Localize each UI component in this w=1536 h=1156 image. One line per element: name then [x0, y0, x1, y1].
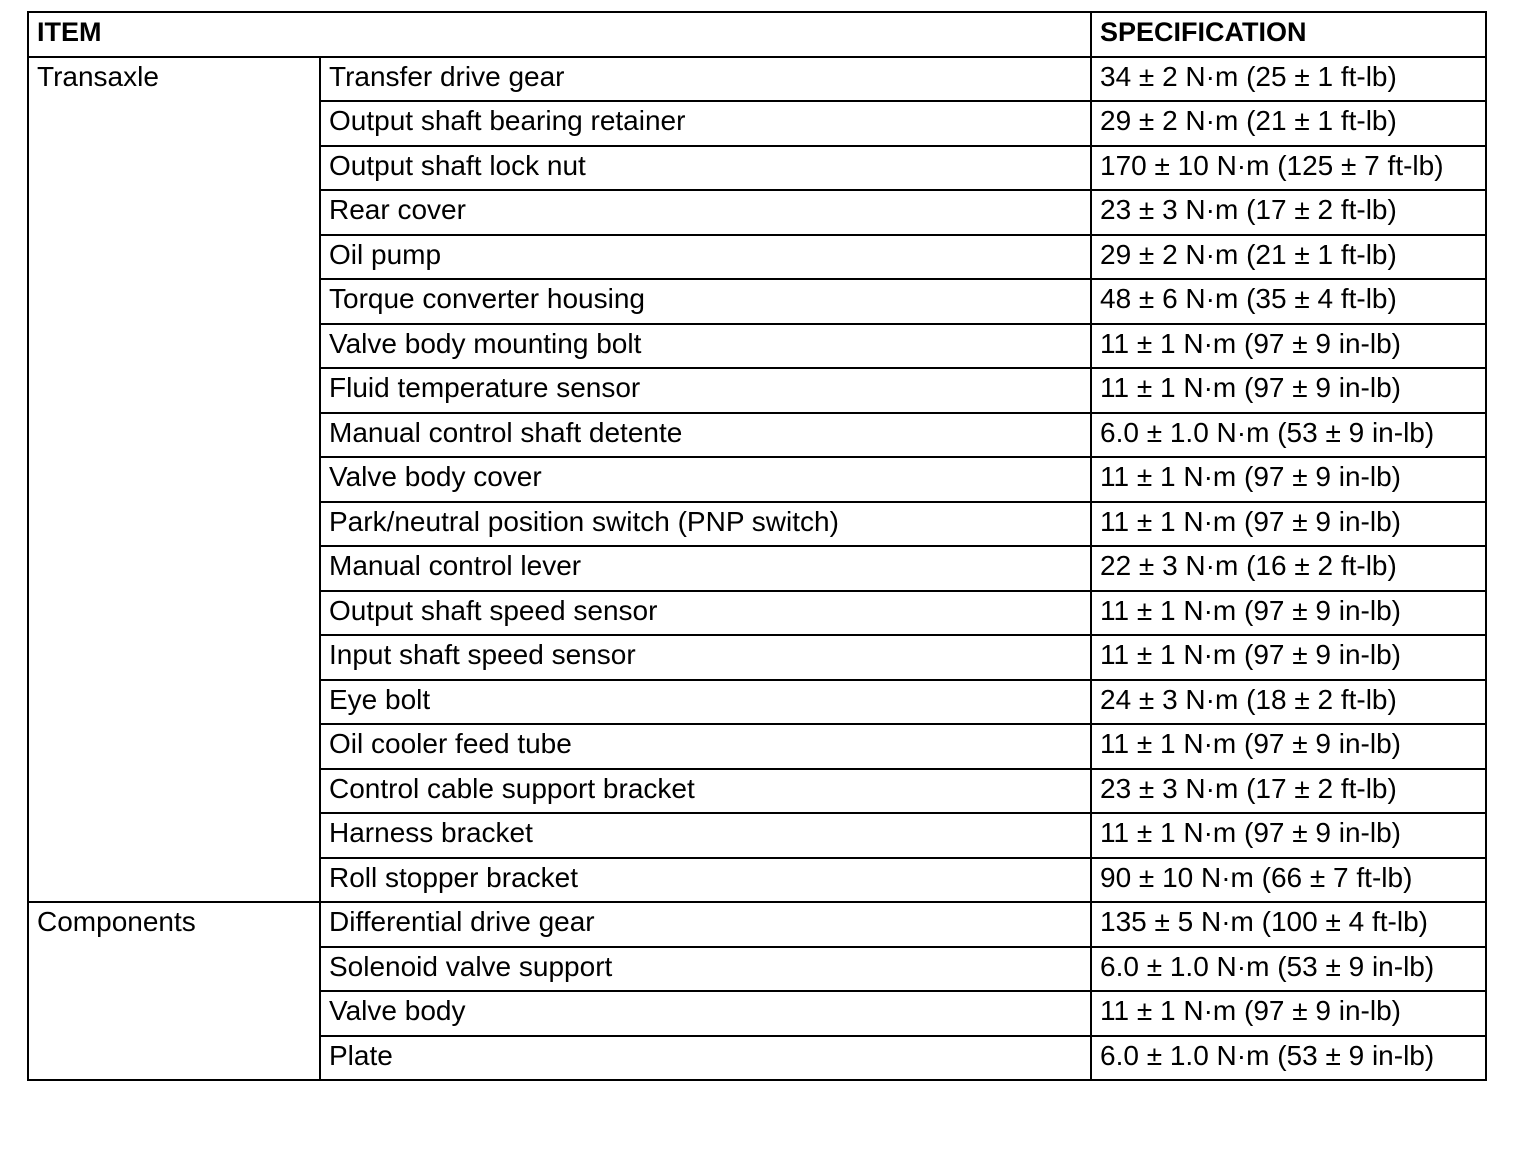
item-cell: Output shaft lock nut	[320, 146, 1091, 191]
specification-cell: 22 ± 3 N·m (16 ± 2 ft-lb)	[1091, 546, 1486, 591]
specification-cell: 6.0 ± 1.0 N·m (53 ± 9 in-lb)	[1091, 413, 1486, 458]
specification-cell: 6.0 ± 1.0 N·m (53 ± 9 in-lb)	[1091, 947, 1486, 992]
table-row	[28, 57, 1486, 102]
specification-column-header: SPECIFICATION	[1091, 12, 1486, 57]
item-cell: Differential drive gear	[320, 902, 1091, 947]
specification-cell: 29 ± 2 N·m (21 ± 1 ft-lb)	[1091, 101, 1486, 146]
item-cell: Roll stopper bracket	[320, 858, 1091, 903]
item-cell: Rear cover	[320, 190, 1091, 235]
specification-cell: 11 ± 1 N·m (97 ± 9 in-lb)	[1091, 635, 1486, 680]
specification-cell: 34 ± 2 N·m (25 ± 1 ft-lb)	[1091, 57, 1486, 102]
item-cell: Valve body mounting bolt	[320, 324, 1091, 369]
item-cell: Manual control shaft detente	[320, 413, 1091, 458]
item-cell: Transfer drive gear	[320, 57, 1091, 102]
item-cell: Eye bolt	[320, 680, 1091, 725]
specification-cell: 11 ± 1 N·m (97 ± 9 in-lb)	[1091, 591, 1486, 636]
specification-cell: 11 ± 1 N·m (97 ± 9 in-lb)	[1091, 502, 1486, 547]
specification-cell: 90 ± 10 N·m (66 ± 7 ft-lb)	[1091, 858, 1486, 903]
specification-cell: 24 ± 3 N·m (18 ± 2 ft-lb)	[1091, 680, 1486, 725]
specification-cell: 11 ± 1 N·m (97 ± 9 in-lb)	[1091, 457, 1486, 502]
group-label-components: Components	[28, 902, 320, 1080]
group-label-transaxle: Transaxle	[28, 57, 320, 903]
specification-cell: 11 ± 1 N·m (97 ± 9 in-lb)	[1091, 324, 1486, 369]
item-cell: Oil cooler feed tube	[320, 724, 1091, 769]
header-row	[28, 12, 1486, 57]
item-cell: Harness bracket	[320, 813, 1091, 858]
item-cell: Park/neutral position switch (PNP switch)	[320, 502, 1091, 547]
item-cell: Solenoid valve support	[320, 947, 1091, 992]
item-cell: Torque converter housing	[320, 279, 1091, 324]
item-cell: Valve body cover	[320, 457, 1091, 502]
specification-cell: 48 ± 6 N·m (35 ± 4 ft-lb)	[1091, 279, 1486, 324]
item-cell: Control cable support bracket	[320, 769, 1091, 814]
specification-cell: 11 ± 1 N·m (97 ± 9 in-lb)	[1091, 991, 1486, 1036]
specification-cell: 23 ± 3 N·m (17 ± 2 ft-lb)	[1091, 769, 1486, 814]
specification-cell: 29 ± 2 N·m (21 ± 1 ft-lb)	[1091, 235, 1486, 280]
specification-cell: 135 ± 5 N·m (100 ± 4 ft-lb)	[1091, 902, 1486, 947]
item-cell: Oil pump	[320, 235, 1091, 280]
specification-cell: 170 ± 10 N·m (125 ± 7 ft-lb)	[1091, 146, 1486, 191]
specification-cell: 6.0 ± 1.0 N·m (53 ± 9 in-lb)	[1091, 1036, 1486, 1081]
item-cell: Plate	[320, 1036, 1091, 1081]
table-row	[28, 902, 1486, 947]
item-column-header: ITEM	[28, 12, 1091, 57]
specification-cell: 11 ± 1 N·m (97 ± 9 in-lb)	[1091, 724, 1486, 769]
torque-spec-table	[27, 11, 1487, 1081]
specification-cell: 23 ± 3 N·m (17 ± 2 ft-lb)	[1091, 190, 1486, 235]
item-cell: Output shaft speed sensor	[320, 591, 1091, 636]
specification-cell: 11 ± 1 N·m (97 ± 9 in-lb)	[1091, 368, 1486, 413]
item-cell: Fluid temperature sensor	[320, 368, 1091, 413]
item-cell: Output shaft bearing retainer	[320, 101, 1091, 146]
item-cell: Input shaft speed sensor	[320, 635, 1091, 680]
table-body	[28, 57, 1486, 1081]
item-cell: Manual control lever	[320, 546, 1091, 591]
specification-cell: 11 ± 1 N·m (97 ± 9 in-lb)	[1091, 813, 1486, 858]
item-cell: Valve body	[320, 991, 1091, 1036]
